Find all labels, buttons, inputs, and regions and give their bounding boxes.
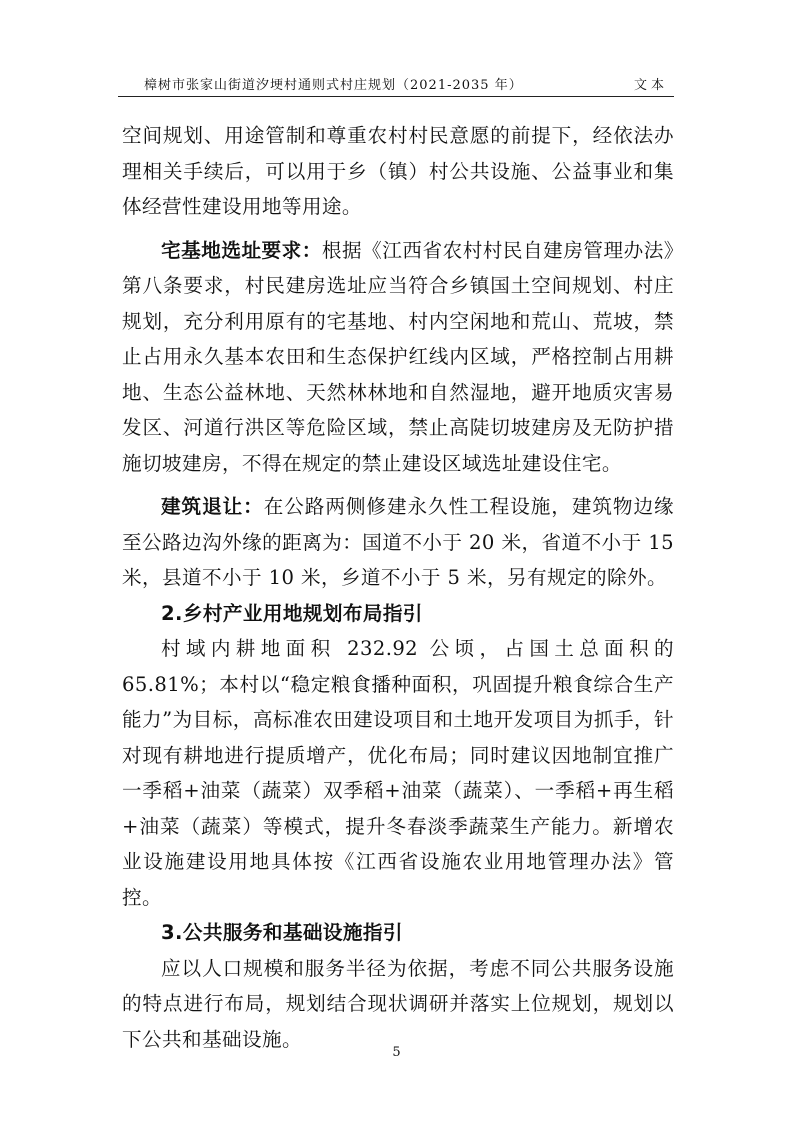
page-number: 5 — [392, 1045, 401, 1060]
building-setback-heading: 建筑退让： — [161, 495, 264, 518]
homestead-siting-heading: 宅基地选址要求： — [161, 238, 322, 262]
paragraph-building-setback — [122, 489, 674, 596]
paragraph-public-facilities: 应以人口规模和服务半径为依据，考虑不同公共服务设施的特点进行布局，规划结合现状调研并落实上位规划，规划以下公共和基础设施。 — [122, 956, 674, 1051]
section-label: 文本 — [633, 78, 668, 93]
homestead-siting-text: 根据《江西省农村村民自建房管理办法》第八条要求，村民建房选址应当符合乡镇国土空间规划、村庄规划，充分利用原有的宅基地、村内空闲地和荒山、荒坡，禁止占用永久基本农田和生态保护红线内区域，严格控制占用耕地、生态公益林地、天然林林地和自然湿地，避开地质灾害易发区、河道行洪区等危险区域，禁止高陡切坡建房及无防护措施切坡建房，不得在规定的禁止建设区域选址建设住宅。 — [122, 238, 675, 475]
building-setback-text: 在公路两侧修建永久性工程设施，建筑物边缘至公路边沟外缘的距离为：国道不小于 20 米，省道不小于 15 米，县道不小于 10 米，乡道不小于 5 米，另有规定的除外。 — [122, 495, 675, 589]
paragraph-homestead-siting — [122, 233, 674, 482]
section-heading-industry-land: 2.乡村产业用地规划布局指引 — [161, 601, 423, 625]
page-header — [118, 70, 674, 97]
document-body — [122, 118, 674, 1057]
section-heading-public-services: 3.公共服务和基础设施指引 — [161, 921, 403, 944]
paragraph-farmland: 村域内耕地面积 232.92 公顷，占国土总面积的 65.81%；本村以“稳定粮食播种面积，巩固提升粮食综合生产能力”为目标，高标准农田建设项目和土地开发项目为抓手，针对现有耕地进行提质增产，优化布局；同时建议因地制宜推广一季稻+油菜（蔬菜）双季稻+油菜（蔬菜）、一季稻+再生稻+油菜（蔬菜）等模式，提升冬春淡季蔬菜生产能力。新增农业设施建设用地具体按《江西省设施农业用地管理办法》管控。 — [122, 637, 674, 909]
document-title: 樟树市张家山街道汐埂村通则式村庄规划（2021-2035 年） — [144, 78, 523, 93]
paragraph-land-use: 空间规划、用途管制和尊重农村村民意愿的前提下，经依法办理相关手续后，可以用于乡（镇）村公共设施、公益事业和集体经营性建设用地等用途。 — [122, 124, 674, 218]
